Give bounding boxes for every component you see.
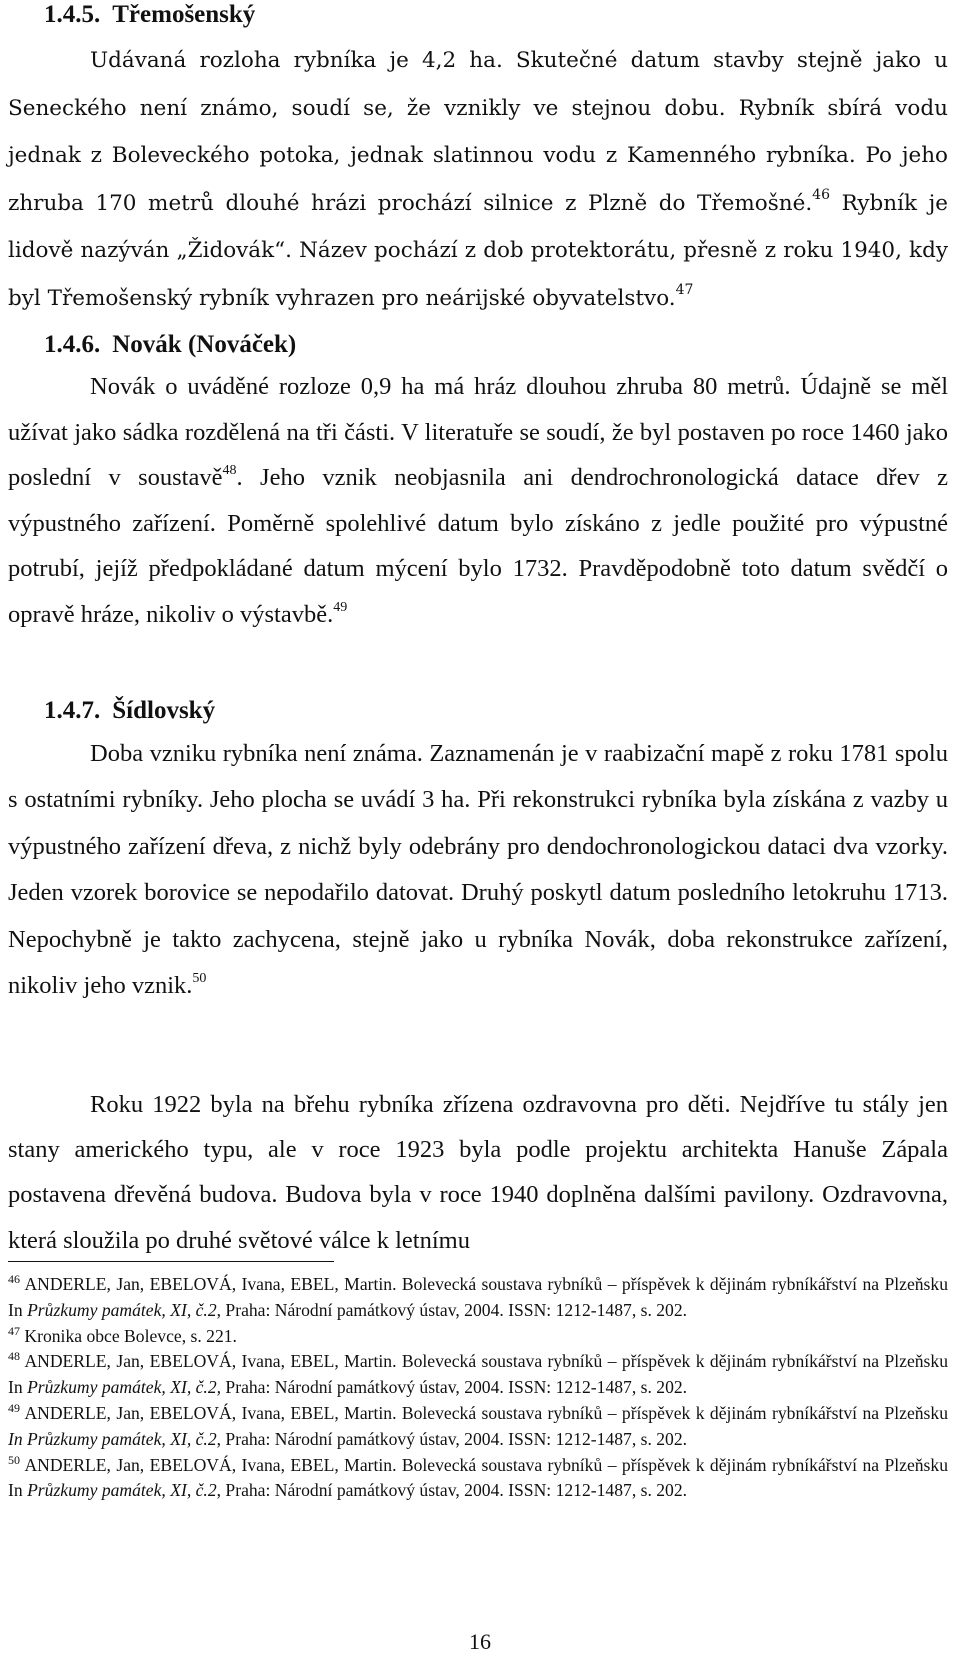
footnote-ref: 49	[333, 599, 348, 615]
footnote-ref: 46	[812, 186, 830, 203]
paragraph-text: Novák o uváděné rozloze 0,9 ha má hráz dlouhou zhruba 80 metrů. Údajně se měl užívat jako sádka rozdělená na tři části. V literatuře se soudí, že byl postaven po roce 1460 jako poslední v soustavě	[8, 373, 948, 492]
footnote-number: 48	[8, 1349, 20, 1364]
section-heading-novak	[44, 330, 296, 360]
footnote-49	[8, 1401, 948, 1453]
footnote-italic: Průzkumy památek, XI, č.2,	[27, 1377, 222, 1398]
paragraph-text: Roku 1922 byla na břehu rybníka zřízena ozdravovna pro děti. Nejdříve tu stály jen stany amerického typu, ale v roce 1923 byla podle projektu architekta Hanuše Zápala postavena dřevěná budova. Budova byla v roce 1940 doplněna dalšími pavilony. Ozdravovna, která sloužila po druhé světové válce k letnímu	[8, 1091, 948, 1254]
footnote-text: , Praha: Národní památkový ústav, 2004. ISSN: 1212-1487, s. 202.	[216, 1428, 688, 1449]
footnote-text: , Praha: Národní památkový ústav, 2004. ISSN: 1212-1487, s. 202.	[216, 1299, 688, 1320]
paragraph-text: Doba vzniku rybníka není známa. Zaznamenán je v raabizační mapě z roku 1781 spolu s ostatními rybníky. Jeho plocha se uvádí 3 ha. Při rekonstrukci rybníka byla získána z vazby u výpustného zařízení dřeva, z nichž byly odebrány pro dendochronologickou dataci dva vzorky. Jeden vzorek borovice se nepodařilo datovat. Druhý poskytl datum posledního letokruhu 1713. Nepochybně je takto zachycena, stejně jako u rybníka Novák, doba rekonstrukce zařízení, nikoliv jeho vznik.	[8, 740, 948, 1000]
section-heading-sidlovsky	[44, 696, 215, 726]
paragraph-sidlovsky	[8, 731, 948, 1009]
footnote-ref: 47	[675, 281, 694, 298]
section-title: Novák (Nováček)	[112, 331, 297, 358]
section-number: 1.4.7.	[44, 697, 101, 724]
footnote-text: Kronika obce Bolevce, s. 221.	[20, 1325, 237, 1346]
footnote-number: 50	[8, 1452, 20, 1467]
footnote-text: ANDERLE, Jan, EBELOVÁ, Ivana, EBEL, Martin. Bolevecká soustava rybníků – příspěvek k dějinám rybníkářství na Plzeňsku In	[8, 1454, 948, 1501]
paragraph-text: Rybník je lidově nazýván „Židovák“. Název pochází z dob protektorátu, přesně z roku 1940, kdy byl Třemošenský rybník vyhrazen pro neárijské obyvatelstvo.	[8, 190, 948, 311]
footnote-text: ANDERLE, Jan, EBELOVÁ, Ivana, EBEL, Martin. Bolevecká soustava rybníků – příspěvek k dějinám rybníkářství na Plzeňsku	[20, 1402, 948, 1423]
footnote-number: 49	[8, 1400, 20, 1415]
footnote-text: , Praha: Národní památkový ústav, 2004. ISSN: 1212-1487, s. 202.	[216, 1480, 688, 1501]
footnote-separator	[8, 1261, 334, 1262]
footnote-48	[8, 1349, 948, 1401]
footnote-text: Praha: Národní památkový ústav, 2004. ISSN: 1212-1487, s. 202.	[221, 1377, 688, 1398]
footnote-50	[8, 1453, 948, 1505]
footnote-47	[8, 1324, 948, 1350]
footnote-italic: Průzkumy památek, XI, č.2	[27, 1299, 217, 1320]
page-number: 16	[469, 1629, 491, 1654]
section-heading-tremosensky	[44, 0, 255, 30]
paragraph-text: Udávaná rozloha rybníka je 4,2 ha. Skutečné datum stavby stejně jako u Seneckého není známo, soudí se, že vznikly ve stejnou dobu. Rybník sbírá vodu jednak z Boleveckého potoka, jednak slatinnou vodu z Kamenného rybníka. Po jeho zhruba 170 metrů dlouhé hrázi prochází silnice z Plzně do Třemošné.	[8, 48, 948, 216]
footnote-italic: Průzkumy památek, XI, č.2	[27, 1480, 217, 1501]
paragraph-tremosensky	[8, 37, 948, 323]
paragraph-ozdravovna	[8, 1082, 948, 1263]
footnote-number: 47	[8, 1323, 20, 1338]
section-title: Šídlovský	[112, 697, 216, 724]
footnote-italic: In Průzkumy památek, XI, č.2	[8, 1428, 217, 1449]
section-number: 1.4.5.	[44, 1, 101, 28]
footnote-ref: 50	[192, 971, 207, 987]
section-title: Třemošenský	[112, 1, 256, 28]
footnote-text: ANDERLE, Jan, EBELOVÁ, Ivana, EBEL, Martin. Bolevecká soustava rybníků – příspěvek k dějinám rybníkářství na Plzeňsku In	[8, 1274, 948, 1320]
section-number: 1.4.6.	[44, 331, 101, 358]
footnote-text: ANDERLE, Jan, EBELOVÁ, Ivana, EBEL, Martin. Bolevecká soustava rybníků – příspěvek k dějinám rybníkářství na Plzeňsku In	[8, 1351, 948, 1398]
footnote-number: 46	[8, 1272, 20, 1286]
paragraph-text: . Jeho vznik neobjasnila ani dendrochronologická datace dřev z výpustného zařízení. Poměrně spolehlivé datum bylo získáno z jedle použité pro výpustné potrubí, jejíž předpokládané datum mýcení bylo 1732. Pravděpodobně toto datum svědčí o opravě hráze, nikoliv o výstavbě.	[8, 464, 948, 628]
footnotes	[8, 1272, 948, 1504]
footnote-ref: 48	[222, 463, 237, 479]
paragraph-novak	[8, 364, 948, 638]
footnote-46	[8, 1272, 948, 1324]
